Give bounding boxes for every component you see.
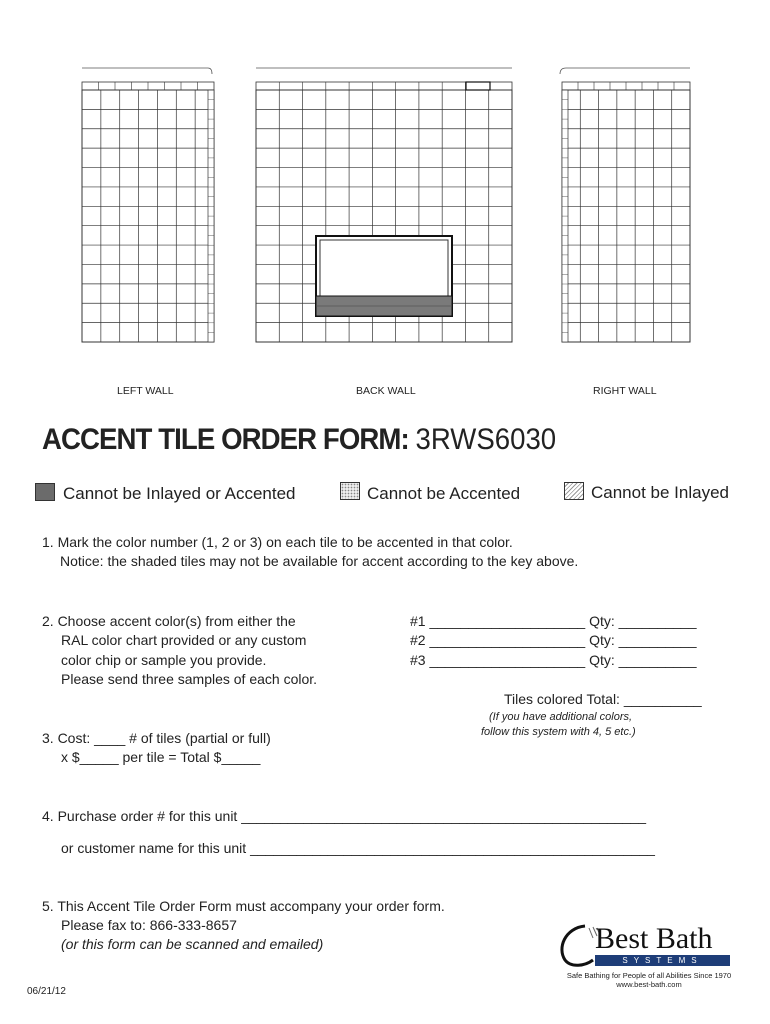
model-number: 3RWS6030 [415,423,557,456]
legend-swatch-dotted [340,482,360,500]
legend-label-dark: Cannot be Inlayed or Accented [63,484,296,503]
step2-line3: color chip or sample you provide. [61,652,267,668]
legend-label-hatched: Cannot be Inlayed [591,483,729,502]
logo-systems-bar: SYSTEMS [595,955,730,966]
title-main: ACCENT TILE ORDER FORM: [42,423,409,456]
left-wall-diagram [82,68,214,342]
step2-line1: 2. Choose accent color(s) from either the [42,613,296,629]
right-wall-diagram [560,68,690,342]
color2-field[interactable]: #2 ____________________ Qty: __________ [410,632,697,648]
logo-url: www.best-bath.com [616,980,682,989]
left-wall-label: LEFT WALL [117,385,174,397]
back-wall-label: BACK WALL [356,385,416,397]
tile-walls-diagram [0,0,770,380]
additional-colors-note-1: (If you have additional colors, [489,711,633,723]
additional-colors-note-2: follow this system with 4, 5 etc.) [481,726,636,738]
right-wall-label: RIGHT WALL [593,385,657,397]
step5-fax: Please fax to: 866-333-8657 [61,917,237,933]
step1-line2: Notice: the shaded tiles may not be available for accent according to the key above. [60,553,579,569]
step2-line2: RAL color chart provided or any custom [61,632,307,648]
page-title [42,423,556,457]
step3-line2[interactable]: x $_____ per tile = Total $_____ [61,749,261,765]
customer-name-field[interactable]: or customer name for this unit ____________________________________________________ [61,840,655,856]
color1-field[interactable]: #1 ____________________ Qty: __________ [410,613,697,629]
step5-scan-note: (or this form can be scanned and emailed) [61,936,324,952]
color3-field[interactable]: #3 ____________________ Qty: __________ [410,652,697,668]
step2-line4: Please send three samples of each color. [61,671,318,687]
legend-label-dotted: Cannot be Accented [367,484,521,503]
step5-line1: 5. This Accent Tile Order Form must accompany your order form. [42,898,445,914]
step3-line1[interactable]: 3. Cost: ____ # of tiles (partial or full) [42,730,271,746]
back-wall-diagram [256,68,512,342]
logo-tagline: Safe Bathing for People of all Abilities Since 1970 [566,971,732,980]
purchase-order-field[interactable]: 4. Purchase order # for this unit ____________________________________________________ [42,808,647,824]
logo-name: Best Bath [595,922,713,955]
legend-swatch-dark [35,483,55,501]
step1-line1: 1. Mark the color number (1, 2 or 3) on each tile to be accented in that color. [42,534,513,550]
revision-date: 06/21/12 [27,986,66,997]
tiles-total-field[interactable]: Tiles colored Total: __________ [504,691,702,707]
legend-swatch-hatched [564,482,584,500]
